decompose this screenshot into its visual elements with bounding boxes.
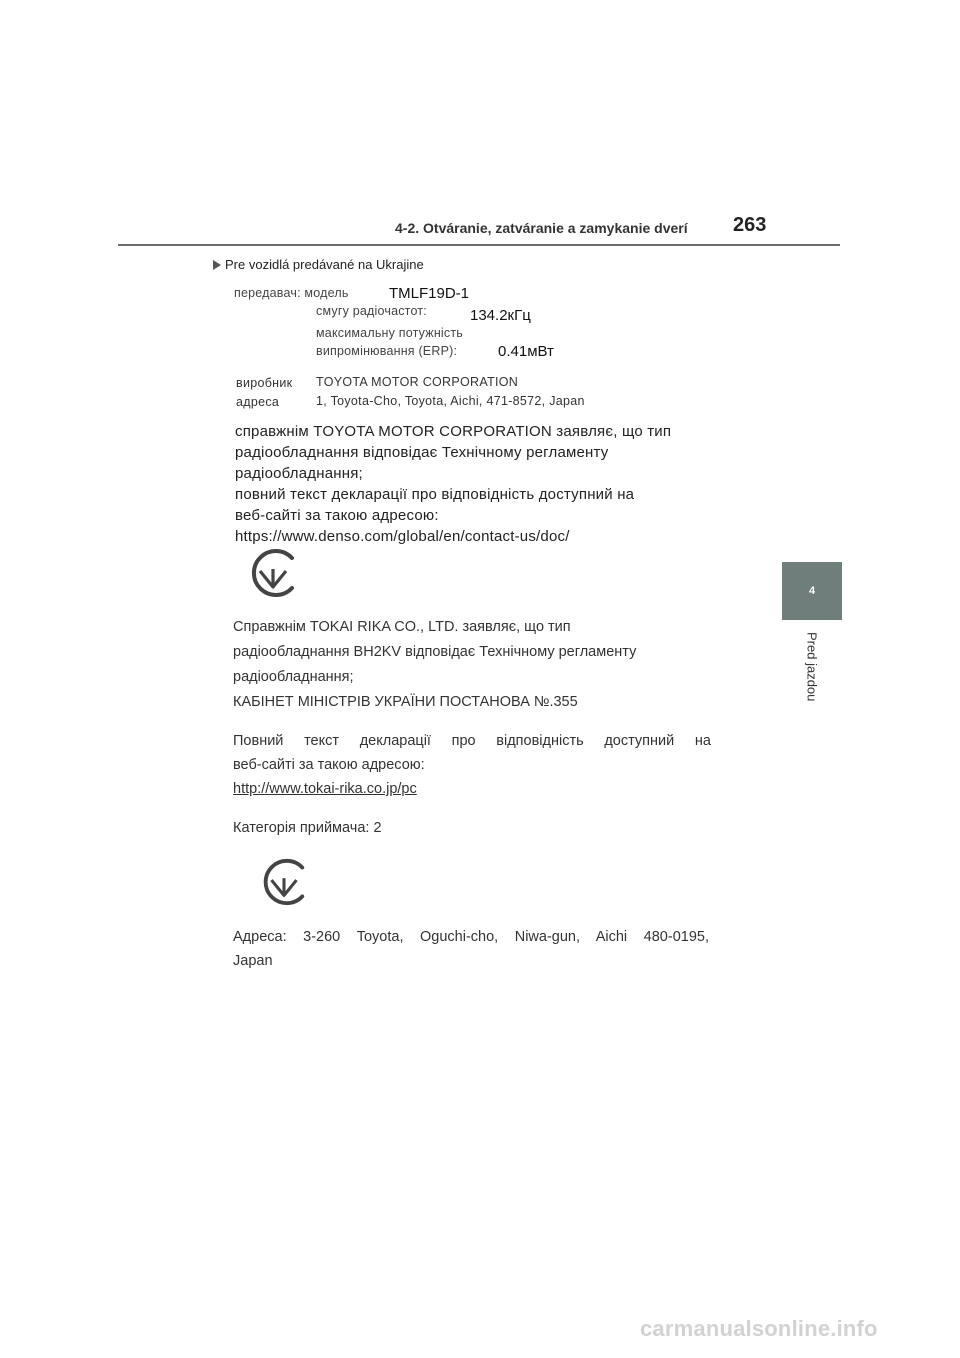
declaration-toyota-line: радіообладнання;	[235, 465, 363, 482]
declaration-tokai	[233, 615, 713, 715]
declaration-tokai-line: радіообладнання;	[233, 669, 354, 685]
receiver-category: Категорія приймача: 2	[233, 820, 382, 836]
declaration-toyota	[235, 421, 735, 547]
ua-conformity-mark-icon	[246, 547, 300, 599]
power-label-2: випромінювання (ERP):	[316, 344, 458, 358]
declaration-toyota-line: радіообладнання відповідає Технічному регламенту	[235, 444, 609, 461]
model-value: TMLF19D-1	[389, 285, 470, 302]
declaration-toyota-line: веб-сайті за такою адресою:	[235, 507, 439, 524]
declaration-tokai-line: Справжнім TOKAI RIKA CO., LTD. заявляє, що тип	[233, 619, 571, 635]
section-heading	[213, 257, 424, 272]
section-heading-text: Pre vozidlá predávané na Ukrajine	[225, 257, 424, 272]
declaration-toyota-line: повний текст декларації про відповідність доступний на	[235, 486, 635, 503]
full-text-block	[233, 729, 711, 801]
power-label-1: максимальну потужність	[316, 326, 463, 340]
band-value: 134.2кГц	[470, 307, 531, 324]
declaration-tokai-line: радіообладнання BH2KV відповідає Технічному регламенту	[233, 644, 637, 660]
address-line: Japan	[233, 953, 273, 969]
declaration-toyota-line: справжнім TOYOTA MOTOR CORPORATION заявляє, що тип	[235, 423, 672, 440]
maker-label: виробник	[236, 376, 293, 390]
declaration-tokai-line: КАБІНЕТ МІНІСТРІВ УКРАЇНИ ПОСТАНОВА №.355	[233, 694, 578, 710]
address-label: адреса	[236, 395, 280, 409]
full-text-line: Повний текст декларації про відповідність доступний на	[233, 733, 711, 749]
address-line: Адреса: 3-260 Toyota, Oguchi-cho, Niwa-gun, Aichi 480-0195,	[233, 929, 709, 945]
ua-conformity-mark-icon	[258, 857, 310, 907]
full-text-line: веб-сайті за такою адресою:	[233, 757, 425, 773]
running-header: 4-2. Otváranie, zatváranie a zamykanie dverí	[395, 220, 688, 236]
triangle-bullet-icon	[213, 260, 221, 270]
page-number: 263	[733, 214, 767, 236]
chapter-number: 4	[808, 585, 816, 597]
power-value: 0.41мВт	[498, 343, 554, 360]
watermark: carmanualsonline.info	[640, 1316, 878, 1341]
maker-value: TOYOTA MOTOR CORPORATION	[316, 375, 519, 389]
header-rule	[118, 244, 840, 246]
chapter-tab[interactable]	[782, 562, 842, 620]
chapter-label: Pred jazdou	[804, 632, 820, 702]
band-label: смугу радіочастот:	[316, 304, 427, 318]
address-block	[233, 925, 709, 973]
transmitter-label: передавач: модель	[234, 286, 349, 300]
tokai-rika-link[interactable]: http://www.tokai-rika.co.jp/pc	[233, 781, 417, 797]
address-value: 1, Toyota-Cho, Toyota, Aichi, 471-8572, Japan	[316, 394, 585, 408]
declaration-toyota-url: https://www.denso.com/global/en/contact-us/doc/	[235, 528, 570, 545]
